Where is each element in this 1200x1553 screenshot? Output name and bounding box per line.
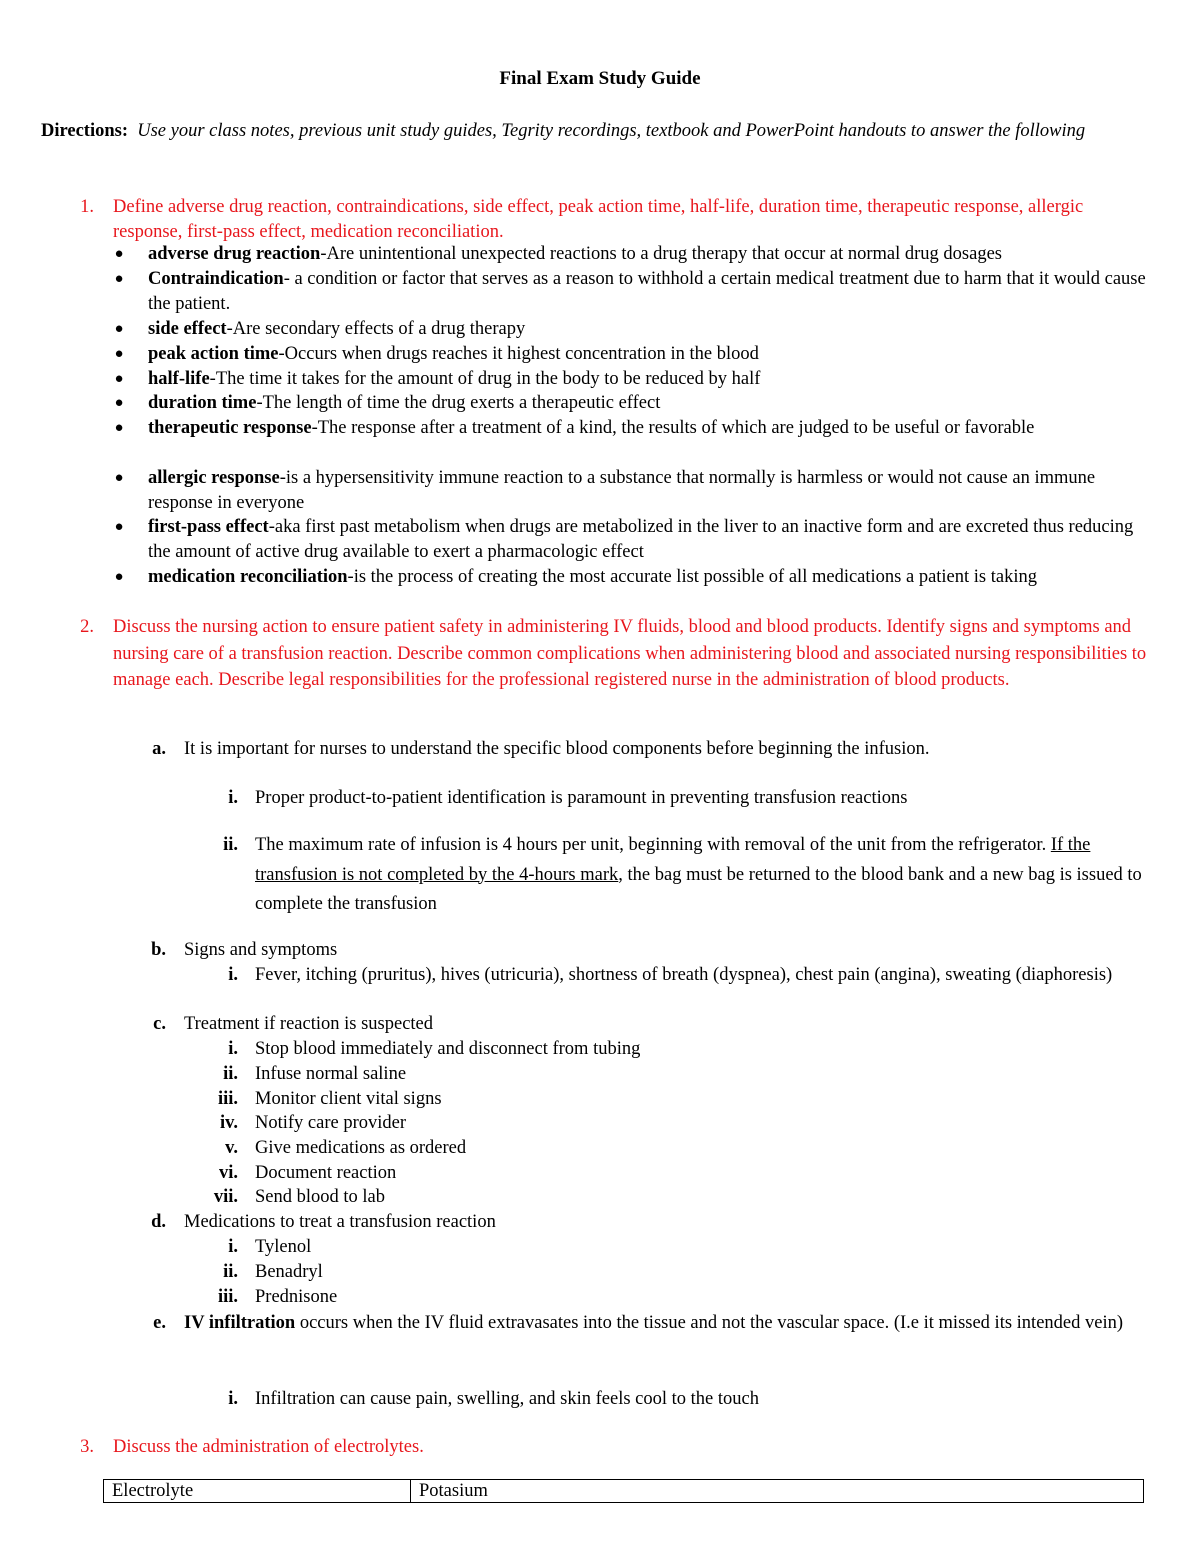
table-cell: Potasium xyxy=(411,1480,1144,1503)
item-a-ii-post: , the bag must be returned to the blood bank and a new bag is issued to complete the transfusion xyxy=(255,864,1142,914)
bullet-term: first-pass effect xyxy=(148,517,269,537)
item-letter-b: b. xyxy=(151,940,166,960)
item-a-ii-text xyxy=(255,831,1155,920)
roman-numeral: ii. xyxy=(223,1262,238,1282)
roman-numeral: ii. xyxy=(223,1064,238,1084)
bullet-definition: -aka first past metabolism when drugs are metabolized in the liver to an inactive form and are excreted thus reducing the amount of active drug available to exert a pharmacologic effect xyxy=(148,517,1134,562)
bullet-definition: -Occurs when drugs reaches it highest concentration in the blood xyxy=(278,344,759,364)
question-2-number: 2. xyxy=(80,617,94,637)
directions-text: Use your class notes, previous unit study guides, Tegrity recordings, textbook and PowerPoint handouts to answer the following xyxy=(137,121,1086,141)
question-1-number: 1. xyxy=(80,197,94,217)
bullet-icon: ● xyxy=(114,519,124,535)
electrolyte-table xyxy=(103,1479,1144,1503)
bullet-definition: - a condition or factor that serves as a reason to withhold a certain medical treatment due to harm that it would cause the patient. xyxy=(148,269,1146,314)
directions-label: Directions: xyxy=(41,121,128,141)
item-e-term: IV infiltration xyxy=(184,1313,296,1333)
roman-numeral: iv. xyxy=(220,1113,238,1133)
bullet-definition: -The length of time the drug exerts a therapeutic effect xyxy=(256,393,661,413)
bullet-icon: ● xyxy=(114,246,124,262)
bullet-term: allergic response xyxy=(148,468,280,488)
item-b-i-text: Fever, itching (pruritus), hives (utricuria), shortness of breath (dyspnea), chest pain (angina), sweating (diaphoresis) xyxy=(255,965,1113,985)
list-item: Notify care provider xyxy=(255,1113,407,1133)
bullet-definition: -is the process of creating the most accurate list possible of all medications a patient is taking xyxy=(347,567,1037,587)
roman-numeral: iii. xyxy=(217,1287,238,1307)
bullet-term: adverse drug reaction xyxy=(148,244,321,264)
bullet-term: side effect xyxy=(148,319,227,339)
roman-numeral: i. xyxy=(228,1039,238,1059)
roman-numeral: v. xyxy=(225,1138,238,1158)
roman-numeral: i. xyxy=(228,965,238,985)
bullet-term: medication reconciliation xyxy=(148,567,348,587)
bullet-term: therapeutic response xyxy=(148,418,312,438)
bullet-icon: ● xyxy=(114,470,124,486)
question-1-text: Define adverse drug reaction, contraindications, side effect, peak action time, half-life, duration time, therapeutic response, allergic response, first-pass effect, medication reconciliation. xyxy=(113,197,1084,242)
item-a-ii-pre: The maximum rate of infusion is 4 hours per unit, beginning with removal of the unit from the refrigerator. xyxy=(255,835,1051,855)
item-a-text: It is important for nurses to understand the specific blood components before beginning the infusion. xyxy=(184,739,930,759)
list-item: Monitor client vital signs xyxy=(255,1089,442,1109)
item-b-text: Signs and symptoms xyxy=(184,940,338,960)
bullet-icon: ● xyxy=(114,395,124,411)
bullet-term: duration time xyxy=(148,393,257,413)
bullet-icon: ● xyxy=(114,371,124,387)
page-title: Final Exam Study Guide xyxy=(499,68,701,89)
item-a-i-text: Proper product-to-patient identification is paramount in preventing transfusion reactions xyxy=(255,788,908,808)
item-letter-a: a. xyxy=(152,739,166,759)
item-c-text: Treatment if reaction is suspected xyxy=(184,1014,434,1034)
bullet-term: Contraindication xyxy=(148,269,284,289)
item-d-text: Medications to treat a transfusion reaction xyxy=(184,1212,496,1232)
roman-numeral: ii. xyxy=(223,835,238,855)
item-letter-e: e. xyxy=(153,1313,166,1333)
item-e-i-text: Infiltration can cause pain, swelling, and skin feels cool to the touch xyxy=(255,1389,759,1409)
bullet-definition: -Are secondary effects of a drug therapy xyxy=(226,319,526,339)
item-a-ii-underlined: If the transfusion is not completed by the 4-hours mark xyxy=(255,835,1091,885)
bullet-term: peak action time xyxy=(148,344,279,364)
bullet-icon: ● xyxy=(114,569,124,585)
item-letter-d: d. xyxy=(151,1212,166,1232)
list-item: Tylenol xyxy=(255,1237,312,1257)
bullet-definition: -is a hypersensitivity immune reaction to a substance that normally is harmless or would not cause an immune response in everyone xyxy=(148,468,1096,513)
roman-numeral: vi. xyxy=(218,1163,238,1183)
list-item: Send blood to lab xyxy=(255,1187,386,1207)
list-item: Give medications as ordered xyxy=(255,1138,467,1158)
bullet-icon: ● xyxy=(114,321,124,337)
bullet-term: half-life xyxy=(148,369,210,389)
question-3-text: Discuss the administration of electrolytes. xyxy=(113,1437,424,1457)
item-letter-c: c. xyxy=(153,1014,166,1034)
bullet-icon: ● xyxy=(114,271,124,287)
list-item: Infuse normal saline xyxy=(255,1064,407,1084)
table-cell: Electrolyte xyxy=(104,1480,411,1503)
item-e-definition: occurs when the IV fluid extravasates into the tissue and not the vascular space. (I.e it missed its intended vein) xyxy=(295,1313,1123,1333)
bullet-icon: ● xyxy=(114,420,124,436)
question-2-text: Discuss the nursing action to ensure patient safety in administering IV fluids, blood and blood products. Identify signs and symptoms and nursing care of a transfusion reaction. Describe common complications when administering blood and associated nursing responsibilities to manage each. Describe legal responsibilities for the professional registered nurse in the administration of blood products. xyxy=(113,617,1147,691)
bullet-definition: -The time it takes for the amount of drug in the body to be reduced by half xyxy=(209,369,761,389)
list-item: Stop blood immediately and disconnect from tubing xyxy=(255,1039,641,1059)
item-e-text xyxy=(184,1309,1154,1337)
bullet-definition: -Are unintentional unexpected reactions to a drug therapy that occur at normal drug dosages xyxy=(320,244,1003,264)
list-item: Benadryl xyxy=(255,1262,323,1282)
table-row xyxy=(104,1480,1144,1503)
roman-numeral: i. xyxy=(228,1237,238,1257)
roman-numeral: iii. xyxy=(217,1089,238,1109)
bullet-definition: -The response after a treatment of a kind, the results of which are judged to be useful or favorable xyxy=(311,418,1035,438)
directions xyxy=(41,118,1151,144)
roman-numeral: i. xyxy=(228,788,238,808)
list-item: Prednisone xyxy=(255,1287,338,1307)
question-3-number: 3. xyxy=(80,1437,94,1457)
roman-numeral: vii. xyxy=(213,1187,238,1207)
list-item: Document reaction xyxy=(255,1163,397,1183)
roman-numeral: i. xyxy=(228,1389,238,1409)
bullet-icon: ● xyxy=(114,346,124,362)
